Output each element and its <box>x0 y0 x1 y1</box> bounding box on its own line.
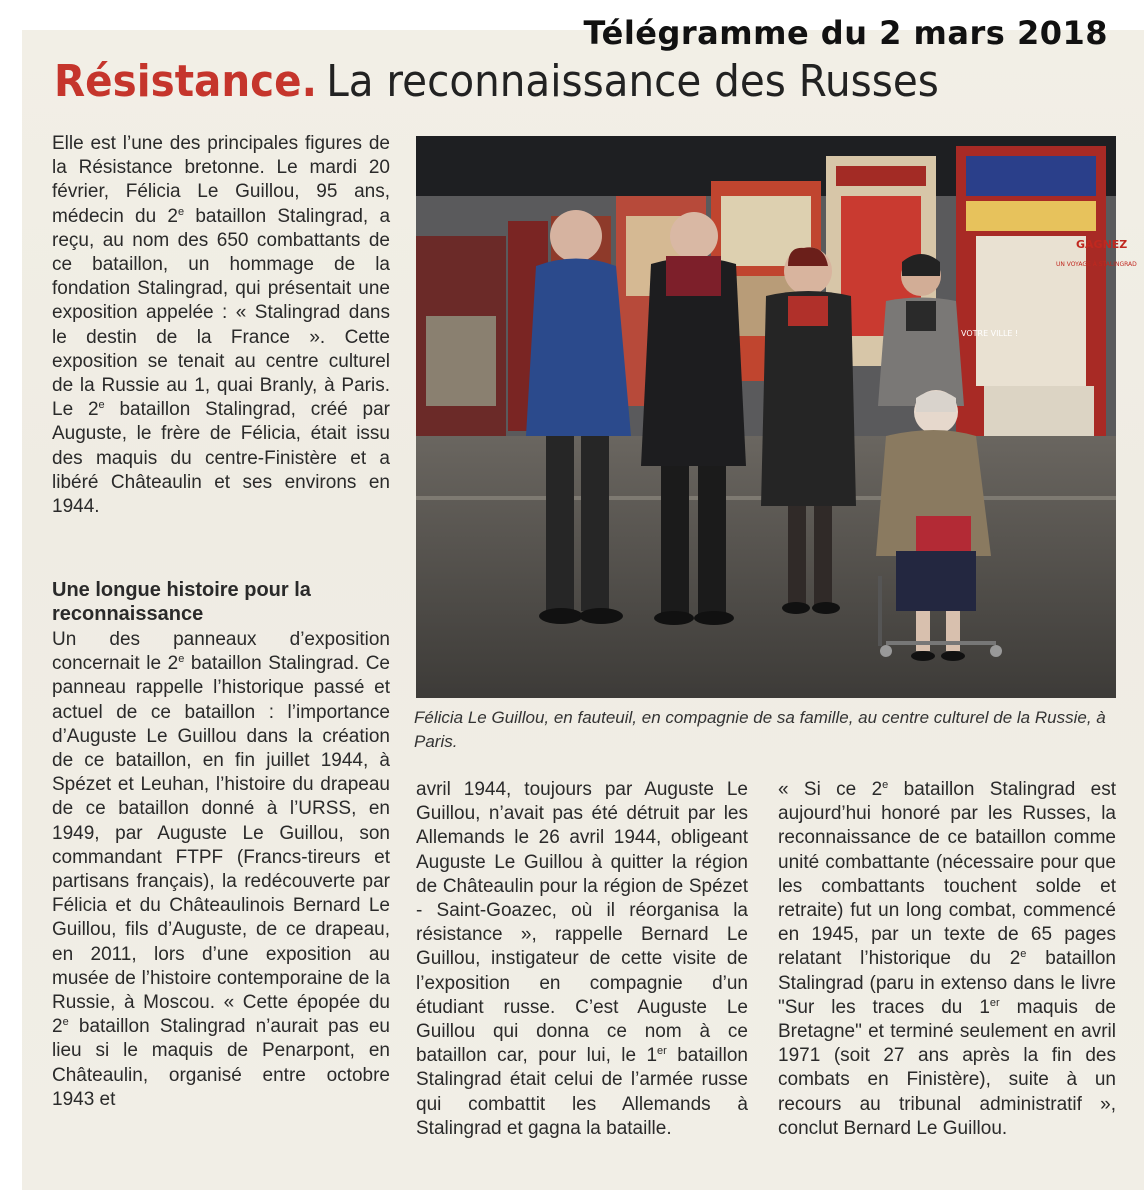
photo-sign-gagnez: GAGNEZ <box>1076 238 1128 251</box>
photo-sign-voyage: UN VOYAGE À STALINGRAD <box>1056 261 1137 268</box>
article-column-2 <box>416 778 748 1141</box>
photo-illustration <box>416 136 1137 698</box>
body-col3-text: « Si ce 2e bataillon Stalingrad est aujourd’hui honoré par les Russes, la reconnaissance de ce bataillon comme unité combattante (nécessaire pour que les combattants touchent solde et retraite) fut un long combat, commencé en 1945, par un texte de 65 pages relatant l’historique du 2e bataillon Stalingrad (paru in extenso dans le livre "Sur les traces du 1er maquis de Bretagne" et terminé seulement en avril 1971 (soit 27 ans après la fin des combats en Finistère), suite à un recours au tribunal administratif », conclut Bernard Le Guillou. <box>778 779 1117 1139</box>
dateline: Télégramme du 2 mars 2018 <box>583 14 1108 52</box>
intro-paragraph <box>52 132 390 519</box>
body-col2-text: avril 1944, toujours par Auguste Le Guillou, n’avait pas été détruit par les Allemands le 26 avril 1944, obligeant Auguste Le Guillou à quitter la région de Châteaulin pour la région de Spézet - Saint-Goazec, où il réorganisa la résistance », rappelle Bernard Le Guillou, instigateur de cette visite de l’exposition en compagnie d’un étudiant russe. C’est Auguste Le Guillou qui donna ce nom à ce bataillon car, pour lui, le 1er bataillon Stalingrad était celui de l’armée russe qui combattit les Allemands à Stalingrad et gagna la bataille. <box>416 779 748 1139</box>
headline-title: La reconnaissance des Russes <box>326 56 939 107</box>
body-col1-text: Un des panneaux d’exposition concernait le 2e bataillon Stalingrad. Ce panneau rappelle l’historique passé et actuel de ce bataillon : l’importance d’Auguste Le Guillou dans la création de ce bataillon, en fin juillet 1944, à Spézet et Leuhan, l’histoire du drapeau de ce bataillon donné à l’URSS, en 1949, par Auguste Le Guillou, son commandant FTPF (Francs-tireurs et partisans français), la redécouverte par Félicia et du Châteaulinois Bernard Le Guillou, fils d’Auguste, de ce drapeau, en 2011, lors d’une exposition au musée de l’histoire contemporaine de la Russie, à Moscou. « Cette épopée du 2e bataillon Stalingrad n’aurait pas eu lieu si le maquis de Penarpont, en Châteaulin, organisé entre octobre 1943 et <box>52 629 390 1110</box>
photo-sign-ville: VOTRE VILLE ! <box>961 329 1019 338</box>
headline-kicker: Résistance. <box>54 56 318 107</box>
photo-caption: Félicia Le Guillou, en fauteuil, en compagnie de sa famille, au centre culturel de la Russie, à Paris. <box>414 708 1106 751</box>
headline <box>54 54 939 110</box>
intro-text: Elle est l’une des principales figures de la Résistance bretonne. Le mardi 20 février, Félicia Le Guillou, 95 ans, médecin du 2e bataillon Stalingrad, a reçu, au nom des 650 combattants de ce bataillon, un hommage de la fondation Stalingrad, qui présentait une exposition appelée : « Stalingrad dans le destin de la France ». Cette exposition se tenait au centre culturel de la Russie au 1, quai Branly, à Paris. Le 2e bataillon Stalingrad, créé par Auguste, le frère de Félicia, était issu des maquis du centre-Finistère et a libéré Châteaulin et ses environs en 1944. <box>52 133 391 518</box>
article-photo <box>416 136 1137 698</box>
article-column-1 <box>52 628 390 1112</box>
article-column-3 <box>778 778 1116 1141</box>
subhead: Une longue histoire pour la reconnaissance <box>52 579 311 625</box>
